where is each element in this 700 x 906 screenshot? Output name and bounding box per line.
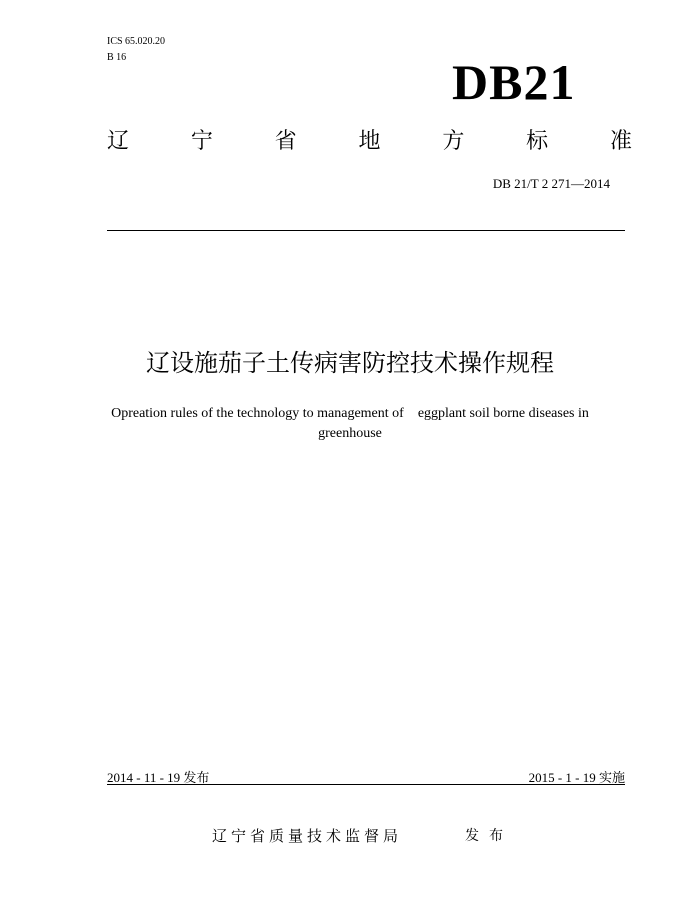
standard-type-char: 方 bbox=[442, 129, 465, 154]
ics-code: ICS 65.020.20 bbox=[107, 36, 166, 47]
top-divider bbox=[107, 230, 625, 231]
publish-label: 发布 bbox=[465, 828, 513, 844]
standard-type-char: 宁 bbox=[190, 129, 213, 154]
bottom-divider bbox=[107, 784, 625, 785]
standard-code: DB 21/T 2 271—2014 bbox=[492, 176, 610, 191]
standard-type-char: 辽 bbox=[107, 129, 130, 154]
standard-type-char: 标 bbox=[526, 129, 549, 154]
standard-type-char: 省 bbox=[274, 129, 297, 154]
classification-code: B 16 bbox=[107, 52, 127, 63]
standard-type-char: 地 bbox=[358, 129, 381, 154]
issuing-authority: 辽宁省质量技术监督局 bbox=[212, 827, 403, 845]
standard-type-char: 准 bbox=[609, 129, 632, 154]
document-title-zh: 辽设施茄子土传病害防控技术操作规程 bbox=[146, 349, 554, 377]
implementation-date: 2015 - 1 - 19 实施 bbox=[528, 770, 625, 785]
standard-type-heading bbox=[107, 128, 632, 156]
document-title-en: Opreation rules of the technology to management of eggplant soil borne diseases in greenhouse bbox=[111, 406, 593, 441]
issue-date: 2014 - 11 - 19 发布 bbox=[107, 770, 210, 785]
standard-logo: DB21 bbox=[452, 54, 576, 110]
